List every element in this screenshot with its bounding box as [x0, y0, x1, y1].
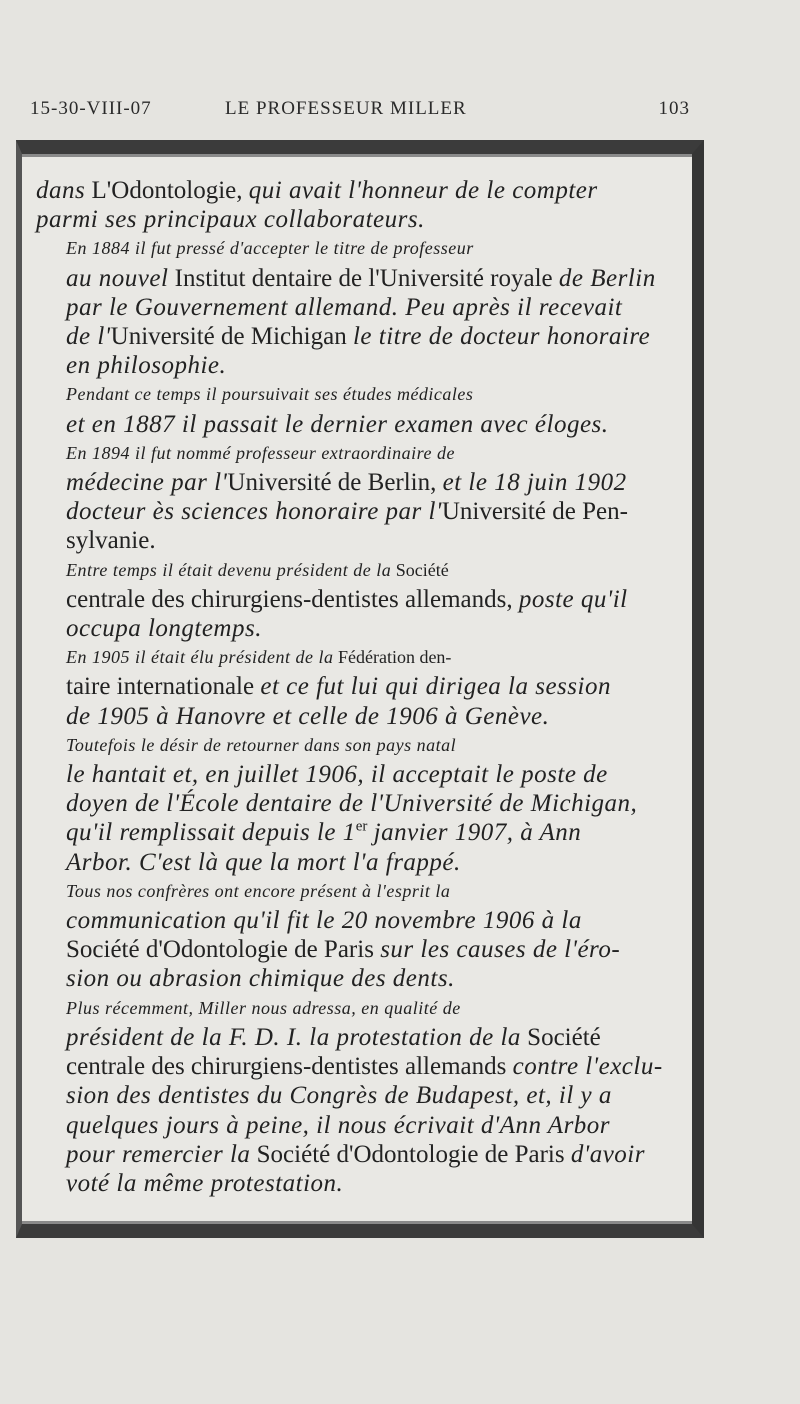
roman-text: Université de Pen- — [441, 498, 628, 526]
italic-text: dans — [36, 177, 86, 204]
italic-text: poste qu'il — [518, 585, 628, 613]
text-line — [36, 789, 686, 818]
italic-text: de l' — [66, 323, 111, 351]
roman-text: centrale des chirurgiens-dentistes allemands, — [66, 585, 513, 613]
text-line — [36, 964, 686, 993]
italic-text: médecine par l' — [66, 469, 228, 497]
italic-text: président de la F. D. I. la protestation de la — [66, 1023, 521, 1051]
paragraph-6 — [36, 643, 686, 731]
italic-text: Arbor. C'est là que la mort l'a frappé. — [66, 848, 461, 876]
italic-text: sion ou abrasion chimique des dents. — [66, 965, 455, 993]
text-line — [36, 818, 686, 847]
italic-text: Pendant ce temps il poursuivait ses études médicales — [66, 384, 474, 405]
italic-text: contre l'exclu- — [512, 1053, 663, 1081]
italic-text: doyen de l'École dentaire de l'Université de Michigan, — [66, 790, 638, 818]
text-line — [36, 702, 686, 731]
roman-text: Fédération den- — [337, 647, 452, 668]
text-line — [36, 935, 686, 964]
body-text — [36, 176, 686, 1198]
text-line — [36, 1023, 686, 1052]
text-line — [36, 468, 686, 497]
text-line — [36, 1140, 686, 1169]
italic-text: communication qu'il fit le 20 novembre 1906 à la — [66, 907, 582, 935]
text-line — [36, 877, 686, 906]
italic-text: En 1905 il était élu président de la — [66, 647, 334, 668]
italic-text: et en 1887 il passait le dernier examen avec éloges. — [66, 410, 609, 438]
text-line — [36, 1052, 686, 1081]
italic-text: sur les causes de l'éro- — [380, 936, 621, 964]
italic-text: Tous nos confrères ont encore présent à l'esprit la — [66, 880, 451, 901]
roman-text: centrale des chirurgiens-dentistes allemands — [66, 1053, 507, 1081]
text-line — [36, 672, 686, 701]
text-line — [36, 264, 686, 293]
text-frame — [16, 140, 704, 1238]
paragraph-8 — [36, 877, 686, 994]
text-line — [36, 848, 686, 877]
roman-text: Société — [527, 1023, 601, 1051]
paragraph-5 — [36, 556, 686, 644]
italic-text: Entre temps il était devenu président de la — [66, 559, 392, 580]
header-title: LE PROFESSEUR MILLER — [225, 98, 467, 119]
roman-text: L'Odontologie, — [91, 177, 243, 204]
text-line — [36, 760, 686, 789]
italic-text: au nouvel — [66, 264, 169, 292]
page-number: 103 — [658, 98, 690, 119]
italic-text: et le 18 juin 1902 — [442, 469, 627, 497]
text-line — [36, 351, 686, 380]
italic-text: le hantait et, en juillet 1906, il acceptait le poste de — [66, 761, 608, 789]
text-line — [36, 497, 686, 526]
italic-text: le titre de docteur honoraire — [352, 323, 651, 351]
roman-text: Institut dentaire de l'Université royale — [174, 264, 553, 292]
italic-text: Toutefois le désir de retourner dans son pays natal — [66, 734, 457, 755]
roman-text: Université de Michigan — [110, 323, 347, 351]
italic-text: docteur ès sciences honoraire par l' — [66, 498, 442, 526]
italic-text: janvier 1907, à Ann — [373, 819, 582, 847]
text-line — [36, 614, 686, 643]
italic-text: pour remercier la — [66, 1140, 251, 1168]
roman-text: Société d'Odontologie de Paris — [66, 936, 374, 964]
text-line — [36, 410, 686, 439]
text-line — [36, 234, 686, 263]
italic-text: Plus récemment, Miller nous adressa, en qualité de — [66, 997, 461, 1018]
italic-text: de 1905 à Hanovre et celle de 1906 à Genève. — [66, 702, 550, 730]
text-line — [36, 731, 686, 760]
text-line — [36, 380, 686, 409]
italic-text: En 1884 il fut pressé d'accepter le titre de professeur — [66, 238, 474, 259]
italic-text: occupa longtemps. — [66, 615, 262, 643]
italic-text: d'avoir — [570, 1140, 645, 1168]
roman-text: Société — [395, 559, 449, 580]
text-line — [36, 1169, 686, 1198]
italic-text: qu'il remplissait depuis le 1 — [66, 819, 356, 847]
text-line — [36, 556, 686, 585]
paragraph-9 — [36, 994, 686, 1198]
text-line — [36, 585, 686, 614]
text-line — [36, 439, 686, 468]
text-line — [36, 205, 686, 234]
italic-text: sion des dentistes du Congrès de Budapest, et, il y a — [66, 1082, 612, 1110]
italic-text: parmi ses principaux collaborateurs. — [36, 206, 425, 234]
italic-text: par le Gouvernement allemand. Peu après il recevait — [66, 293, 623, 321]
italic-text: qui avait l'honneur de le compter — [248, 177, 598, 204]
paragraph-7 — [36, 731, 686, 877]
text-line — [36, 1081, 686, 1110]
text-line — [36, 1111, 686, 1140]
roman-text: sylvanie. — [66, 527, 156, 555]
italic-text: quelques jours à peine, il nous écrivait d'Ann Arbor — [66, 1111, 611, 1139]
text-line — [36, 994, 686, 1023]
roman-text: Université de Berlin, — [227, 469, 437, 497]
italic-text: de Berlin — [558, 264, 656, 292]
running-header — [30, 98, 690, 128]
header-date: 15-30-VIII-07 — [30, 98, 152, 119]
italic-text: et ce fut lui qui dirigea la session — [260, 673, 611, 701]
italic-text: voté la même protestation. — [66, 1169, 344, 1197]
text-line — [36, 526, 686, 555]
roman-text: taire internationale — [66, 673, 255, 701]
italic-text: en philosophie. — [66, 352, 227, 380]
text-line — [36, 643, 686, 672]
roman-text: Société d'Odontologie de Paris — [256, 1140, 565, 1168]
text-line — [36, 176, 686, 205]
text-line — [36, 906, 686, 935]
paragraph-2 — [36, 234, 686, 380]
italic-text: En 1894 il fut nommé professeur extraordinaire de — [66, 442, 455, 463]
text-line — [36, 322, 686, 351]
paragraph-1 — [36, 176, 686, 234]
text-line — [36, 293, 686, 322]
superscript: er — [355, 819, 368, 836]
paragraph-4 — [36, 439, 686, 556]
paragraph-3 — [36, 380, 686, 438]
